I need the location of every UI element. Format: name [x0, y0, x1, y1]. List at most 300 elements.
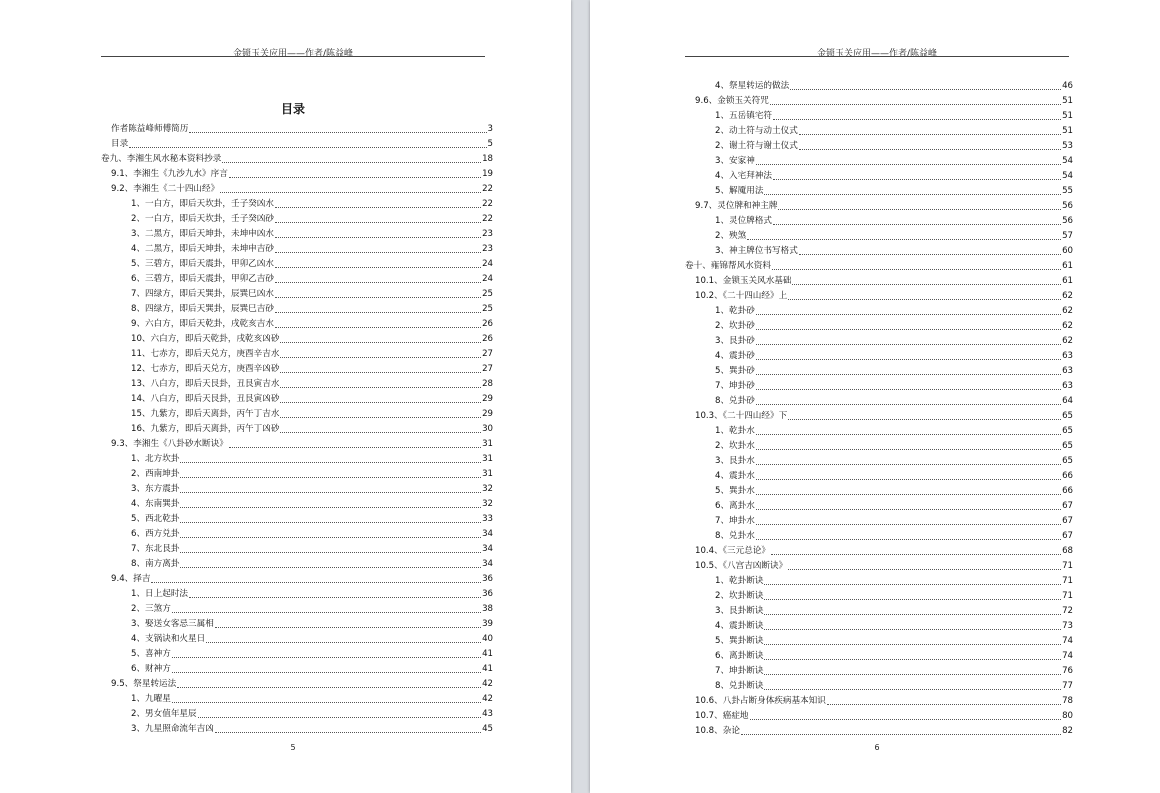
page-number: 6 — [874, 743, 880, 752]
dot-leader — [280, 342, 481, 343]
toc-entry[interactable] — [685, 362, 1073, 377]
dot-leader — [180, 552, 481, 553]
toc-entry-title: 2、西南坤卦 — [131, 469, 180, 479]
dot-leader — [756, 329, 1061, 330]
toc-entry-title: 3、二黑方，即后天坤卦，未坤申凶水 — [131, 229, 274, 239]
toc-entry[interactable] — [685, 152, 1073, 167]
toc-entry-page: 68 — [1062, 546, 1073, 556]
dot-leader — [275, 267, 481, 268]
toc-entry[interactable] — [685, 452, 1073, 467]
dot-leader — [229, 177, 481, 178]
dot-leader — [172, 657, 481, 658]
toc-entry-page: 38 — [482, 604, 493, 614]
toc-entry-page: 51 — [1062, 126, 1073, 136]
toc-entry-page: 29 — [482, 409, 493, 419]
toc-entry-title: 6、财神方 — [131, 664, 171, 674]
toc-entry-page: 61 — [1062, 276, 1073, 286]
toc-entry[interactable] — [101, 210, 493, 225]
toc-entry-title: 4、震卦断诀 — [715, 621, 764, 631]
toc-entry[interactable] — [685, 632, 1073, 647]
toc-entry-title: 5、三碧方，即后天震卦，甲卯乙凶水 — [131, 259, 274, 269]
dot-leader — [180, 492, 481, 493]
toc-entry-title: 5、西北乾卦 — [131, 514, 180, 524]
dot-leader — [756, 449, 1061, 450]
dot-leader — [180, 507, 481, 508]
dot-leader — [770, 104, 1061, 105]
toc-entry[interactable] — [685, 647, 1073, 662]
toc-entry-page: 42 — [482, 694, 493, 704]
toc-entry-title: 7、四绿方，即后天巽卦，辰巽巳凶水 — [131, 289, 274, 299]
toc-entry-title: 3、东方震卦 — [131, 484, 180, 494]
toc-entry-page: 73 — [1062, 621, 1073, 631]
toc-entry-title: 7、东北艮卦 — [131, 544, 180, 554]
toc-entry-page: 22 — [482, 214, 493, 224]
toc-entry-page: 32 — [482, 499, 493, 509]
toc-entry-title: 5、巽卦水 — [715, 486, 755, 496]
toc-entry-page: 77 — [1062, 681, 1073, 691]
dot-leader — [827, 704, 1061, 705]
toc-entry[interactable] — [101, 570, 493, 585]
toc-entry-page: 28 — [482, 379, 493, 389]
dot-leader — [756, 404, 1061, 405]
toc-entry[interactable] — [101, 270, 493, 285]
toc-entry-title: 14、八白方，即后天艮卦，丑艮寅凶砂 — [131, 394, 280, 404]
dot-leader — [215, 627, 481, 628]
toc-entry-page: 25 — [482, 289, 493, 299]
toc-entry[interactable] — [685, 332, 1073, 347]
toc-entry-page: 42 — [482, 679, 493, 689]
toc-entry-page: 22 — [482, 199, 493, 209]
dot-leader — [756, 434, 1061, 435]
toc-entry-title: 3、九星照命流年吉凶 — [131, 724, 214, 734]
toc-entry-page: 65 — [1062, 456, 1073, 466]
toc-entry-title: 8、四绿方，即后天巽卦，辰巽巳吉砂 — [131, 304, 274, 314]
toc-entry-title: 6、离卦断诀 — [715, 651, 764, 661]
toc-entry[interactable] — [101, 465, 493, 480]
dot-leader — [764, 689, 1061, 690]
toc-entry[interactable] — [101, 720, 493, 735]
dot-leader — [280, 372, 481, 373]
toc-entry[interactable] — [101, 675, 493, 690]
toc-entry[interactable] — [685, 467, 1073, 482]
toc-entry[interactable] — [685, 587, 1073, 602]
toc-entry-title: 卷九、李湘生风水秘本资料抄录 — [101, 154, 222, 164]
toc-entry-title: 13、八白方，即后天艮卦，丑艮寅吉水 — [131, 379, 280, 389]
toc-entry-title: 9.4、择吉 — [111, 574, 151, 584]
toc-entry[interactable] — [685, 722, 1073, 737]
toc-entry[interactable] — [101, 225, 493, 240]
toc-entry-page: 53 — [1062, 141, 1073, 151]
dot-leader — [275, 237, 481, 238]
dot-leader — [756, 164, 1061, 165]
toc-entry-page: 34 — [482, 529, 493, 539]
dot-leader — [741, 734, 1061, 735]
dot-leader — [790, 89, 1061, 90]
toc-entry-title: 目录 — [111, 139, 129, 149]
toc-entry-page: 62 — [1062, 336, 1073, 346]
toc-entry[interactable] — [101, 375, 493, 390]
toc-entry[interactable] — [101, 120, 493, 135]
dot-leader — [280, 402, 481, 403]
toc-entry[interactable] — [101, 135, 493, 150]
toc-entry[interactable] — [685, 122, 1073, 137]
toc-entry-page: 66 — [1062, 471, 1073, 481]
header-rule — [685, 56, 1069, 57]
toc-entry-page: 56 — [1062, 201, 1073, 211]
toc-entry-title: 8、兑卦砂 — [715, 396, 755, 406]
toc-entry-page: 62 — [1062, 306, 1073, 316]
toc-entry[interactable] — [685, 527, 1073, 542]
dot-leader — [275, 312, 481, 313]
toc-entry-title: 3、娶送女客忌三属相 — [131, 619, 214, 629]
dot-leader — [756, 359, 1061, 360]
toc-entry-page: 23 — [482, 229, 493, 239]
toc-entry[interactable] — [685, 137, 1073, 152]
toc-entry-title: 5、解魇用法 — [715, 186, 764, 196]
toc-entry-title: 7、坤卦水 — [715, 516, 755, 526]
toc-entry[interactable] — [685, 347, 1073, 362]
dot-leader — [756, 389, 1061, 390]
page-header: 金锁玉关应用——作者/陈益峰 — [816, 49, 938, 59]
toc-entry[interactable] — [685, 392, 1073, 407]
toc-entry-title: 7、坤卦砂 — [715, 381, 755, 391]
toc-entry-page: 22 — [482, 184, 493, 194]
toc-entry[interactable] — [101, 690, 493, 705]
dot-leader — [764, 614, 1061, 615]
toc-entry-title: 5、巽卦砂 — [715, 366, 755, 376]
toc-entry-page: 5 — [487, 139, 493, 149]
toc-entry-title: 卷十、雍锦帮风水资料 — [685, 261, 771, 271]
toc-entry-title: 2、坎卦砂 — [715, 321, 755, 331]
toc-entry[interactable] — [685, 692, 1073, 707]
toc-entry-page: 63 — [1062, 381, 1073, 391]
toc-entry-page: 41 — [482, 664, 493, 674]
toc-entry[interactable] — [101, 405, 493, 420]
toc-entry[interactable] — [685, 197, 1073, 212]
dot-leader — [756, 539, 1061, 540]
toc-entry-title: 2、男女值年星辰 — [131, 709, 197, 719]
toc-entry-title: 4、震卦砂 — [715, 351, 755, 361]
toc-entry-title: 10.2、《二十四山经》上 — [695, 291, 788, 301]
toc-entry-title: 9.6、金锁玉关符咒 — [695, 96, 769, 106]
toc-entry-page: 61 — [1062, 261, 1073, 271]
toc-entry-page: 39 — [482, 619, 493, 629]
toc-entry-page: 76 — [1062, 666, 1073, 676]
dot-leader — [773, 119, 1061, 120]
dot-leader — [764, 629, 1061, 630]
toc-entry-title: 4、二黑方，即后天坤卦，未坤申吉砂 — [131, 244, 274, 254]
toc-entry-page: 71 — [1062, 576, 1073, 586]
dot-leader — [280, 387, 481, 388]
toc-entry-title: 1、一白方，即后天坎卦，壬子癸凶水 — [131, 199, 274, 209]
page-header: 金锁玉关应用——作者/陈益峰 — [232, 49, 354, 59]
toc-entry[interactable] — [685, 707, 1073, 722]
toc-entry-page: 27 — [482, 349, 493, 359]
dot-leader — [773, 179, 1061, 180]
toc-entry-title: 2、坎卦断诀 — [715, 591, 764, 601]
dot-leader — [198, 717, 481, 718]
dot-leader — [129, 147, 486, 148]
dot-leader — [764, 194, 1061, 195]
toc-entry[interactable] — [685, 227, 1073, 242]
toc-entry-title: 1、乾卦断诀 — [715, 576, 764, 586]
toc-entry-page: 26 — [482, 319, 493, 329]
dot-leader — [151, 582, 481, 583]
toc-entry-title: 2、殃煞 — [715, 231, 747, 241]
toc-entry-page: 36 — [482, 574, 493, 584]
toc-entry[interactable] — [685, 377, 1073, 392]
toc-entry-title: 6、西方兑卦 — [131, 529, 180, 539]
toc-entry[interactable] — [685, 572, 1073, 587]
toc-entry-page: 64 — [1062, 396, 1073, 406]
toc-entry-page: 23 — [482, 244, 493, 254]
page-number: 5 — [290, 743, 296, 752]
toc-entry[interactable] — [101, 345, 493, 360]
toc-entry-title: 5、喜神方 — [131, 649, 171, 659]
toc-entry[interactable] — [101, 525, 493, 540]
toc-entry[interactable] — [101, 285, 493, 300]
toc-entry-page: 72 — [1062, 606, 1073, 616]
dot-leader — [764, 659, 1061, 660]
toc-entry-title: 1、九曜星 — [131, 694, 171, 704]
dot-leader — [756, 374, 1061, 375]
toc-entry[interactable] — [685, 557, 1073, 572]
dot-leader — [778, 209, 1061, 210]
toc-entry[interactable] — [101, 180, 493, 195]
toc-entry-title: 9.3、李湘生《八卦砂水断诀》 — [111, 439, 228, 449]
toc-entry[interactable] — [101, 315, 493, 330]
toc-entry-title: 9.7、灵位牌和神主牌 — [695, 201, 778, 211]
toc-entry-page: 57 — [1062, 231, 1073, 241]
toc-entry-page: 3 — [487, 124, 493, 134]
toc-entry[interactable] — [685, 182, 1073, 197]
dot-leader — [172, 612, 481, 613]
toc-entry-page: 56 — [1062, 216, 1073, 226]
toc-entry[interactable] — [101, 615, 493, 630]
header-rule — [101, 56, 485, 57]
toc-entry[interactable] — [101, 600, 493, 615]
dot-leader — [750, 719, 1062, 720]
toc-entry[interactable] — [685, 302, 1073, 317]
toc-entry[interactable] — [685, 257, 1073, 272]
dot-leader — [756, 479, 1061, 480]
dot-leader — [180, 537, 481, 538]
toc-entry-title: 9、六白方，即后天乾卦，戌乾亥吉水 — [131, 319, 274, 329]
toc-entry-page: 54 — [1062, 171, 1073, 181]
dot-leader — [799, 149, 1061, 150]
dot-leader — [788, 569, 1061, 570]
toc-entry-page: 80 — [1062, 711, 1073, 721]
toc-entry-page: 36 — [482, 589, 493, 599]
toc-entry-page: 62 — [1062, 321, 1073, 331]
toc-entry[interactable] — [685, 272, 1073, 287]
toc-entry[interactable] — [101, 165, 493, 180]
toc-entry-page: 71 — [1062, 561, 1073, 571]
toc-list — [101, 120, 493, 735]
toc-entry-page: 67 — [1062, 516, 1073, 526]
toc-entry-page: 67 — [1062, 531, 1073, 541]
dot-leader — [280, 432, 481, 433]
toc-entry[interactable] — [101, 450, 493, 465]
toc-entry[interactable] — [685, 437, 1073, 452]
toc-entry[interactable] — [101, 480, 493, 495]
toc-entry-title: 4、东南巽卦 — [131, 499, 180, 509]
toc-entry-title: 1、乾卦砂 — [715, 306, 755, 316]
dot-leader — [180, 567, 481, 568]
toc-entry[interactable] — [685, 422, 1073, 437]
toc-entry-page: 33 — [482, 514, 493, 524]
toc-entry[interactable] — [101, 540, 493, 555]
toc-entry[interactable] — [685, 497, 1073, 512]
dot-leader — [280, 417, 481, 418]
dot-leader — [172, 702, 481, 703]
toc-entry-page: 18 — [482, 154, 493, 164]
toc-entry-title: 10.3、《二十四山经》下 — [695, 411, 788, 421]
toc-entry[interactable] — [685, 167, 1073, 182]
toc-entry[interactable] — [101, 255, 493, 270]
toc-entry-title: 10.6、八卦占断身体疾病基本知识 — [695, 696, 826, 706]
document-page-right — [590, 0, 1160, 793]
toc-entry-title: 12、七赤方，即后天兑方，庚酉辛凶砂 — [131, 364, 280, 374]
toc-entry[interactable] — [101, 390, 493, 405]
toc-entry[interactable] — [685, 542, 1073, 557]
dot-leader — [771, 554, 1061, 555]
toc-entry[interactable] — [101, 630, 493, 645]
toc-entry[interactable] — [685, 242, 1073, 257]
toc-entry-title: 7、坤卦断诀 — [715, 666, 764, 676]
toc-entry[interactable] — [101, 510, 493, 525]
dot-leader — [756, 314, 1061, 315]
toc-entry[interactable] — [685, 287, 1073, 302]
toc-entry[interactable] — [685, 212, 1073, 227]
toc-entry[interactable] — [685, 617, 1073, 632]
dot-leader — [764, 584, 1061, 585]
dot-leader — [788, 419, 1061, 420]
dot-leader — [206, 642, 481, 643]
dot-leader — [747, 239, 1061, 240]
toc-entry[interactable] — [101, 585, 493, 600]
toc-entry[interactable] — [101, 435, 493, 450]
toc-entry-page: 65 — [1062, 411, 1073, 421]
toc-entry-title: 2、谢土符与谢土仪式 — [715, 141, 798, 151]
toc-entry-page: 43 — [482, 709, 493, 719]
toc-entry-title: 4、支锅诀和火星日 — [131, 634, 206, 644]
toc-entry-title: 1、五岳镇宅符 — [715, 111, 773, 121]
toc-entry-page: 54 — [1062, 156, 1073, 166]
dot-leader — [275, 222, 481, 223]
toc-entry-title: 6、三碧方，即后天震卦，甲卯乙吉砂 — [131, 274, 274, 284]
toc-entry[interactable] — [685, 107, 1073, 122]
toc-entry-page: 31 — [482, 469, 493, 479]
toc-entry-page: 24 — [482, 259, 493, 269]
toc-entry[interactable] — [685, 602, 1073, 617]
dot-leader — [764, 644, 1061, 645]
toc-entry-title: 10.4、《三元总论》 — [695, 546, 770, 556]
document-page-left — [0, 0, 571, 793]
toc-entry-page: 62 — [1062, 291, 1073, 301]
toc-entry-page: 63 — [1062, 351, 1073, 361]
dot-leader — [275, 282, 481, 283]
toc-entry-title: 2、一白方，即后天坎卦，壬子癸凶砂 — [131, 214, 274, 224]
toc-entry[interactable] — [101, 495, 493, 510]
toc-entry[interactable] — [685, 77, 1073, 92]
dot-leader — [764, 599, 1061, 600]
toc-entry-title: 5、巽卦断诀 — [715, 636, 764, 646]
toc-entry-title: 1、乾卦水 — [715, 426, 755, 436]
toc-entry[interactable] — [685, 482, 1073, 497]
dot-leader — [799, 134, 1061, 135]
dot-leader — [180, 522, 481, 523]
toc-entry[interactable] — [101, 150, 493, 165]
dot-leader — [215, 732, 481, 733]
toc-entry-page: 30 — [482, 424, 493, 434]
toc-entry[interactable] — [101, 645, 493, 660]
toc-entry-title: 9.5、祭星转运法 — [111, 679, 177, 689]
toc-entry-page: 26 — [482, 334, 493, 344]
toc-entry[interactable] — [685, 512, 1073, 527]
toc-entry[interactable] — [101, 195, 493, 210]
dot-leader — [756, 509, 1061, 510]
toc-entry-title: 10、六白方，即后天乾卦，戌乾亥凶砂 — [131, 334, 280, 344]
dot-leader — [773, 224, 1061, 225]
dot-leader — [275, 297, 481, 298]
toc-entry-page: 32 — [482, 484, 493, 494]
toc-entry[interactable] — [101, 360, 493, 375]
toc-entry[interactable] — [101, 330, 493, 345]
toc-entry[interactable] — [685, 662, 1073, 677]
toc-entry-page: 67 — [1062, 501, 1073, 511]
toc-entry-title: 11、七赤方，即后天兑方，庚酉辛吉水 — [131, 349, 280, 359]
dot-leader — [177, 687, 481, 688]
dot-leader — [280, 357, 481, 358]
dot-leader — [756, 344, 1061, 345]
dot-leader — [756, 524, 1061, 525]
toc-entry-page: 51 — [1062, 96, 1073, 106]
toc-entry[interactable] — [101, 420, 493, 435]
dot-leader — [275, 252, 481, 253]
toc-entry-page: 63 — [1062, 366, 1073, 376]
toc-entry-title: 6、离卦水 — [715, 501, 755, 511]
toc-entry-title: 4、入宅拜神法 — [715, 171, 773, 181]
toc-entry[interactable] — [101, 705, 493, 720]
toc-entry[interactable] — [685, 677, 1073, 692]
dot-leader — [772, 269, 1061, 270]
toc-entry[interactable] — [101, 240, 493, 255]
toc-entry[interactable] — [101, 660, 493, 675]
toc-entry-page: 24 — [482, 274, 493, 284]
toc-entry-page: 74 — [1062, 651, 1073, 661]
dot-leader — [222, 162, 481, 163]
toc-entry-title: 3、安家神 — [715, 156, 755, 166]
toc-entry-page: 41 — [482, 649, 493, 659]
toc-entry[interactable] — [685, 407, 1073, 422]
toc-list — [685, 77, 1073, 737]
toc-entry-title: 2、动土符与动土仪式 — [715, 126, 798, 136]
dot-leader — [180, 462, 481, 463]
toc-entry-page: 25 — [482, 304, 493, 314]
toc-entry-page: 29 — [482, 394, 493, 404]
toc-entry-title: 1、北方坎卦 — [131, 454, 180, 464]
toc-entry[interactable] — [101, 300, 493, 315]
toc-entry[interactable] — [101, 555, 493, 570]
toc-entry-page: 27 — [482, 364, 493, 374]
toc-entry[interactable] — [685, 92, 1073, 107]
toc-entry-title: 2、坎卦水 — [715, 441, 755, 451]
dot-leader — [275, 207, 481, 208]
toc-entry[interactable] — [685, 317, 1073, 332]
toc-entry-page: 19 — [482, 169, 493, 179]
toc-entry-page: 34 — [482, 559, 493, 569]
